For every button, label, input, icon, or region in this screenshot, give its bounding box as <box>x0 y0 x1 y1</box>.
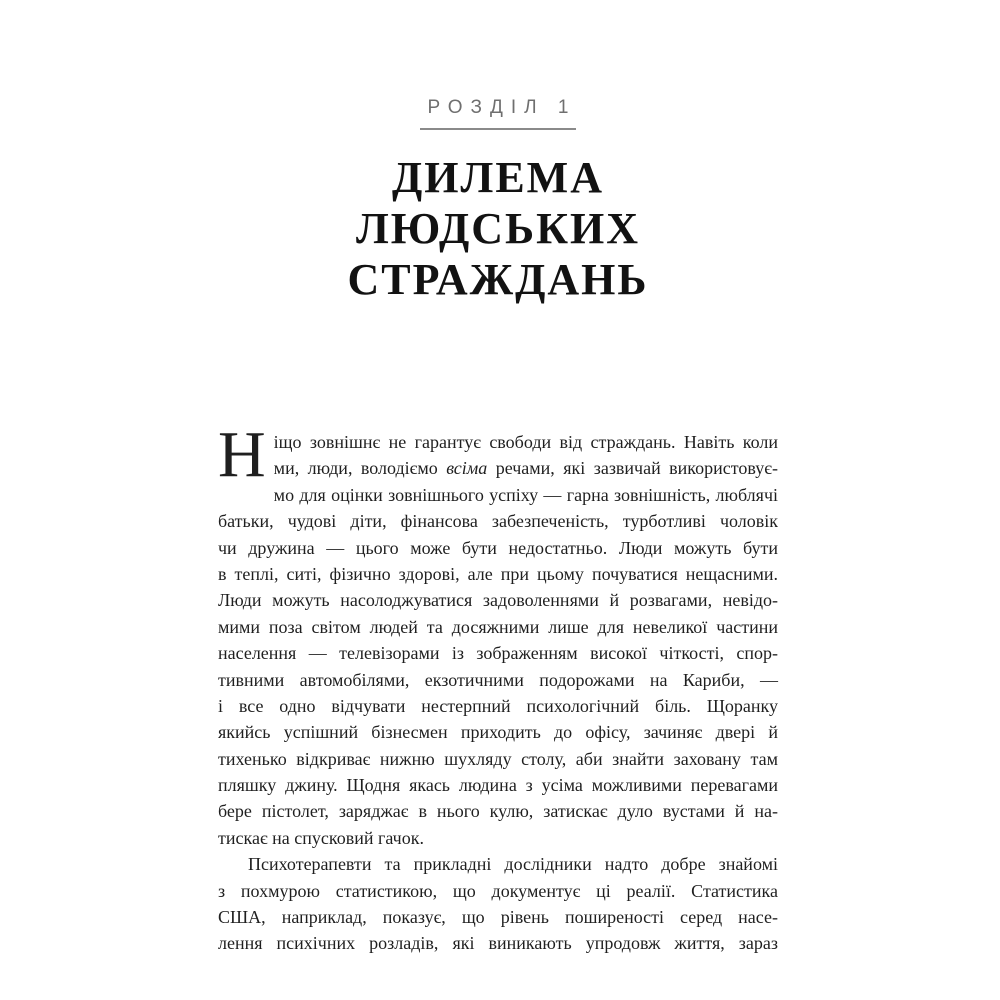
text-line: лення психічних розладів, які виникають упродовж життя, зараз <box>218 933 778 954</box>
text-line: населення — телевізорами із зображенням високої чіткості, спор- <box>218 643 778 664</box>
text-line: тискає на спусковий гачок. <box>218 827 424 848</box>
text-line: тихенько відкриває нижню шухляду столу, аби знайти заховану там <box>218 748 778 769</box>
text-line: пляшку джину. Щодня якась людина з усіма можливими перевагами <box>218 775 778 796</box>
text-line: мими поза світом людей та досяжними лише для невеликої частини <box>218 616 778 637</box>
paragraph <box>218 418 778 851</box>
chapter-title-line-1: ДИЛЕМА <box>392 153 604 202</box>
text-line: і все одно відчувати нестерпний психологічний біль. Щоранку <box>218 695 778 716</box>
chapter-title-line-3: СТРАЖДАНЬ <box>347 255 649 304</box>
body-text <box>218 418 778 957</box>
drop-cap: Н <box>218 418 266 491</box>
text-line: Люди можуть насолоджуватися задоволеннями й розвагами, невідо- <box>218 590 778 611</box>
text-line: батьки, чудові діти, фінансова забезпеченість, турботливі чоловік <box>218 511 778 532</box>
chapter-title-line-2: ЛЮДСЬКИХ <box>355 204 641 253</box>
text-line: якийсь успішний бізнесмен приходить до офісу, зачиняє двері й <box>218 722 778 743</box>
text-line: ми, люди, володіємо всіма речами, які зазвичай використовує- <box>273 458 778 479</box>
text-line: Психотерапевти та прикладні дослідники надто добре знайомі <box>248 854 778 875</box>
text-line: США, наприклад, показує, що рівень поширеності серед насе- <box>218 907 778 928</box>
text-line: в теплі, ситі, фізично здорові, але при цьому почуватися нещасними. <box>218 563 778 584</box>
text-line: з похмурою статистикою, що документує ці реалії. Статистика <box>218 880 778 901</box>
chapter-heading <box>218 97 778 305</box>
chapter-kicker: РОЗДІЛ 1 <box>420 97 577 130</box>
paragraph <box>218 851 778 957</box>
text-line: іщо зовнішнє не гарантує свободи від страждань. Навіть коли <box>273 432 778 452</box>
text-line: чи дружина — цього може бути недостатньо. Люди можуть бути <box>218 537 778 558</box>
text-line: бере пістолет, заряджає в нього кулю, затискає дуло вустами й на- <box>218 801 778 822</box>
text-line: мо для оцінки зовнішнього успіху — гарна зовнішність, люблячі <box>273 484 778 505</box>
chapter-title <box>218 152 778 305</box>
text-line: тивними автомобілями, екзотичними подорожами на Кариби, — <box>218 669 778 690</box>
